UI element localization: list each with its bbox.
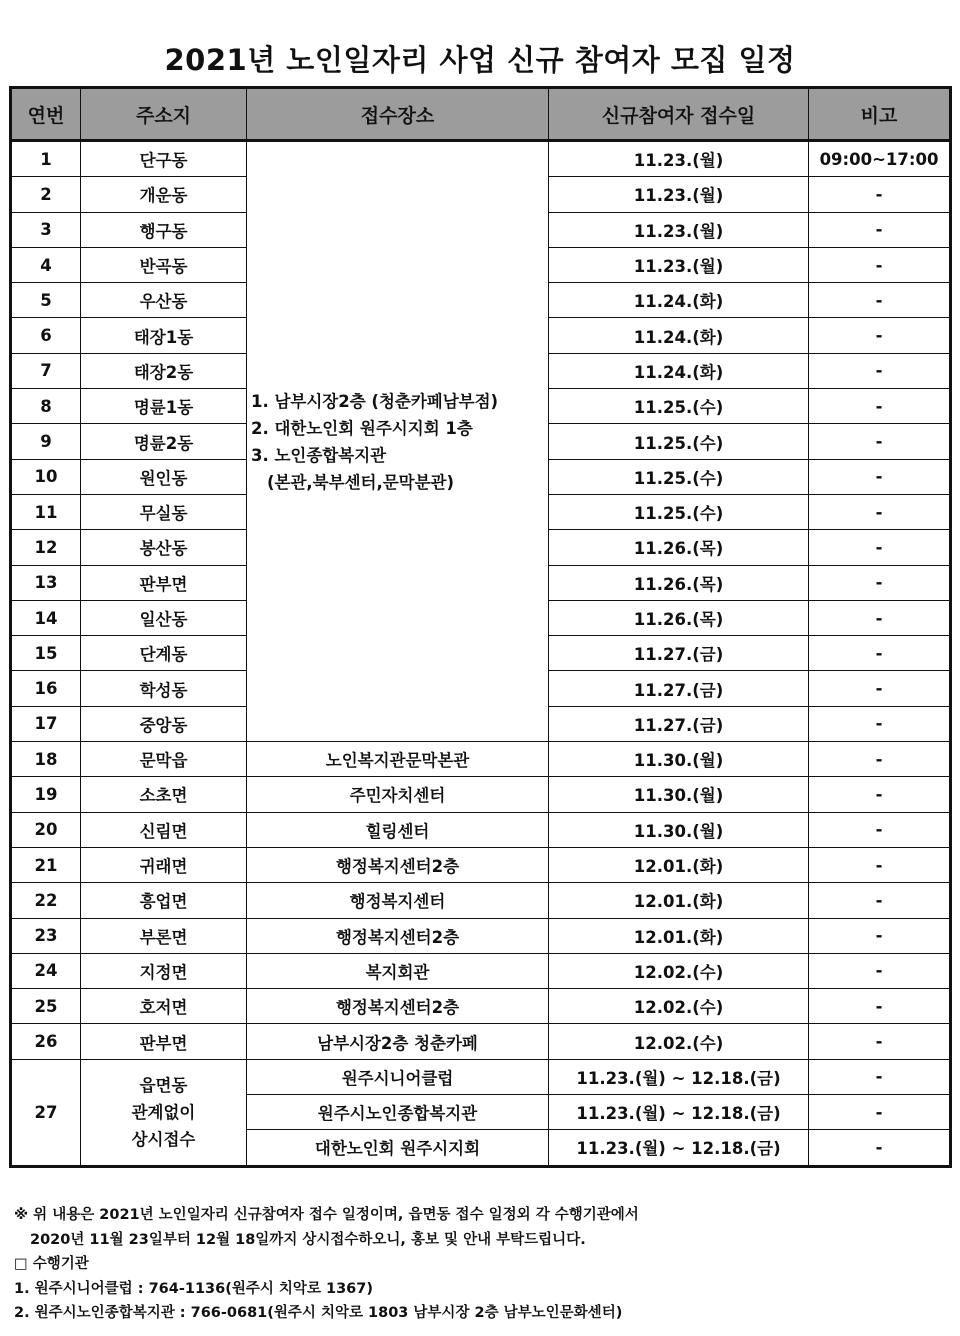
cell-address: 행구동 <box>81 212 247 247</box>
cell-place: 원주시니어클럽 <box>247 1059 549 1094</box>
cell-note: - <box>809 565 951 600</box>
cell-date: 12.01.(화) <box>549 883 809 918</box>
cell-place: 행정복지센터2층 <box>247 989 549 1024</box>
cell-no: 19 <box>11 777 81 812</box>
cell-date: 11.23.(월) ~ 12.18.(금) <box>549 1059 809 1094</box>
cell-date: 11.30.(월) <box>549 777 809 812</box>
header-date: 신규참여자 접수일 <box>549 88 809 141</box>
table-row <box>11 918 951 953</box>
shared-place-line: 3. 노인종합복지관 <box>251 445 387 465</box>
cell-place-shared <box>247 141 549 742</box>
cell-date: 12.02.(수) <box>549 953 809 988</box>
cell-note: - <box>809 706 951 741</box>
cell-no: 23 <box>11 918 81 953</box>
cell-place: 대한노인회 원주시지회 <box>247 1130 549 1166</box>
cell-date: 11.30.(월) <box>549 812 809 847</box>
cell-note: - <box>809 494 951 529</box>
table-row <box>11 1024 951 1059</box>
cell-date: 11.24.(화) <box>549 353 809 388</box>
cell-place: 원주시노인종합복지관 <box>247 1095 549 1130</box>
cell-note: - <box>809 389 951 424</box>
cell-place: 행정복지센터2층 <box>247 847 549 882</box>
cell-date: 11.23.(월) ~ 12.18.(금) <box>549 1130 809 1166</box>
table-row <box>11 989 951 1024</box>
header-row <box>11 88 951 141</box>
cell-note: - <box>809 353 951 388</box>
cell-address: 단계동 <box>81 636 247 671</box>
cell-address: 명륜2동 <box>81 424 247 459</box>
cell-date: 11.25.(수) <box>549 494 809 529</box>
cell-no: 11 <box>11 494 81 529</box>
cell-no: 20 <box>11 812 81 847</box>
cell-address: 호저면 <box>81 989 247 1024</box>
cell-date: 11.30.(월) <box>549 742 809 777</box>
cell-date: 11.27.(금) <box>549 671 809 706</box>
notice-line-1: ※ 위 내용은 2021년 노인일자리 신규참여자 접수 일정이며, 읍면동 접수 일정외 각 수행기관에서 <box>14 1207 639 1223</box>
cell-address: 학성동 <box>81 671 247 706</box>
cell-date: 11.25.(수) <box>549 424 809 459</box>
cell-address: 귀래면 <box>81 847 247 882</box>
shared-place-line: (본관,북부센터,문막분관) <box>267 472 455 492</box>
cell-address: 판부면 <box>81 565 247 600</box>
notice-line-2: 2020년 11월 23일부터 12월 18일까지 상시접수하오니, 홍보 및 안내 부탁드립니다. <box>30 1231 586 1248</box>
table-row <box>11 777 951 812</box>
cell-note: - <box>809 177 951 212</box>
cell-no: 7 <box>11 353 81 388</box>
header-address: 주소지 <box>81 88 247 141</box>
shared-place-line: 2. 대한노인회 원주시지회 1층 <box>251 418 473 438</box>
footer-notes <box>14 1203 954 1326</box>
cell-date: 11.25.(수) <box>549 459 809 494</box>
table-row <box>11 812 951 847</box>
cell-address: 개운동 <box>81 177 247 212</box>
cell-address: 신림면 <box>81 812 247 847</box>
cell-place: 행정복지센터 <box>247 883 549 918</box>
address-line: 읍면동 <box>139 1075 188 1095</box>
cell-note: - <box>809 212 951 247</box>
cell-note: - <box>809 1024 951 1059</box>
cell-place: 힐링센터 <box>247 812 549 847</box>
cell-note: - <box>809 953 951 988</box>
cell-no: 24 <box>11 953 81 988</box>
cell-no: 1 <box>11 141 81 177</box>
cell-note: - <box>809 1095 951 1130</box>
table-row <box>11 1059 951 1094</box>
cell-address: 태장1동 <box>81 318 247 353</box>
cell-address: 일산동 <box>81 600 247 635</box>
cell-note: - <box>809 918 951 953</box>
cell-place: 복지회관 <box>247 953 549 988</box>
cell-no: 14 <box>11 600 81 635</box>
cell-address: 흥업면 <box>81 883 247 918</box>
cell-no: 22 <box>11 883 81 918</box>
cell-note: - <box>809 636 951 671</box>
cell-address-always <box>81 1059 247 1166</box>
cell-note: - <box>809 847 951 882</box>
cell-note: - <box>809 530 951 565</box>
cell-note: - <box>809 812 951 847</box>
cell-date: 11.27.(금) <box>549 706 809 741</box>
cell-date: 11.26.(목) <box>549 565 809 600</box>
cell-note: - <box>809 247 951 282</box>
cell-address: 태장2동 <box>81 353 247 388</box>
cell-no: 21 <box>11 847 81 882</box>
cell-note: - <box>809 1059 951 1094</box>
cell-address: 단구동 <box>81 141 247 177</box>
cell-note: - <box>809 424 951 459</box>
agency-1: 1. 원주시니어클럽 : 764-1136(원주시 치악로 1367) <box>14 1280 373 1297</box>
cell-no: 5 <box>11 283 81 318</box>
cell-note: - <box>809 742 951 777</box>
cell-place: 노인복지관문막본관 <box>247 742 549 777</box>
cell-address: 문막읍 <box>81 742 247 777</box>
cell-no: 9 <box>11 424 81 459</box>
cell-no: 15 <box>11 636 81 671</box>
address-line: 상시접수 <box>131 1129 196 1149</box>
page-title: 2021년 노인일자리 사업 신규 참여자 모집 일정 <box>164 43 796 77</box>
cell-address: 우산동 <box>81 283 247 318</box>
table-row <box>11 847 951 882</box>
cell-address: 지정면 <box>81 953 247 988</box>
cell-date: 11.23.(월) <box>549 177 809 212</box>
cell-date: 11.24.(화) <box>549 318 809 353</box>
cell-no: 10 <box>11 459 81 494</box>
cell-address: 중앙동 <box>81 706 247 741</box>
table-row <box>11 141 951 177</box>
cell-no: 26 <box>11 1024 81 1059</box>
cell-no: 13 <box>11 565 81 600</box>
cell-date: 12.02.(수) <box>549 989 809 1024</box>
cell-date: 11.23.(월) ~ 12.18.(금) <box>549 1095 809 1130</box>
cell-date: 12.01.(화) <box>549 847 809 882</box>
cell-note: 09:00~17:00 <box>809 141 951 177</box>
cell-no: 12 <box>11 530 81 565</box>
cell-no: 27 <box>11 1059 81 1166</box>
cell-date: 11.26.(목) <box>549 530 809 565</box>
cell-no: 6 <box>11 318 81 353</box>
cell-address: 부론면 <box>81 918 247 953</box>
cell-place: 행정복지센터2층 <box>247 918 549 953</box>
cell-address: 봉산동 <box>81 530 247 565</box>
cell-place: 주민자치센터 <box>247 777 549 812</box>
cell-no: 8 <box>11 389 81 424</box>
schedule-table <box>9 86 952 1168</box>
cell-date: 12.01.(화) <box>549 918 809 953</box>
cell-no: 17 <box>11 706 81 741</box>
cell-date: 11.27.(금) <box>549 636 809 671</box>
cell-note: - <box>809 283 951 318</box>
cell-note: - <box>809 883 951 918</box>
cell-no: 2 <box>11 177 81 212</box>
shared-place-line: 1. 남부시장2층 (청춘카페남부점) <box>251 391 499 411</box>
cell-note: - <box>809 989 951 1024</box>
cell-date: 12.02.(수) <box>549 1024 809 1059</box>
cell-date: 11.23.(월) <box>549 212 809 247</box>
table-row <box>11 883 951 918</box>
cell-note: - <box>809 777 951 812</box>
cell-date: 11.24.(화) <box>549 283 809 318</box>
header-note: 비고 <box>809 88 951 141</box>
cell-date: 11.23.(월) <box>549 141 809 177</box>
cell-no: 4 <box>11 247 81 282</box>
table-row <box>11 742 951 777</box>
header-place: 접수장소 <box>247 88 549 141</box>
table-row <box>11 953 951 988</box>
cell-address: 원인동 <box>81 459 247 494</box>
cell-note: - <box>809 1130 951 1166</box>
cell-address: 명륜1동 <box>81 389 247 424</box>
cell-address: 반곡동 <box>81 247 247 282</box>
cell-no: 16 <box>11 671 81 706</box>
cell-date: 11.23.(월) <box>549 247 809 282</box>
cell-date: 11.26.(목) <box>549 600 809 635</box>
cell-date: 11.25.(수) <box>549 389 809 424</box>
header-no: 연번 <box>11 88 81 141</box>
address-line: 관계없이 <box>131 1102 196 1122</box>
cell-no: 25 <box>11 989 81 1024</box>
cell-note: - <box>809 671 951 706</box>
agency-2: 2. 원주시노인종합복지관 : 766-0681(원주시 치악로 1803 남부시장 2층 남부노인문화센터) <box>14 1305 623 1321</box>
agencies-heading: □ 수행기관 <box>14 1256 89 1272</box>
cell-address: 무실동 <box>81 494 247 529</box>
cell-address: 소초면 <box>81 777 247 812</box>
cell-note: - <box>809 459 951 494</box>
cell-note: - <box>809 600 951 635</box>
cell-place: 남부시장2층 청춘카페 <box>247 1024 549 1059</box>
cell-no: 3 <box>11 212 81 247</box>
cell-note: - <box>809 318 951 353</box>
cell-no: 18 <box>11 742 81 777</box>
cell-address: 판부면 <box>81 1024 247 1059</box>
